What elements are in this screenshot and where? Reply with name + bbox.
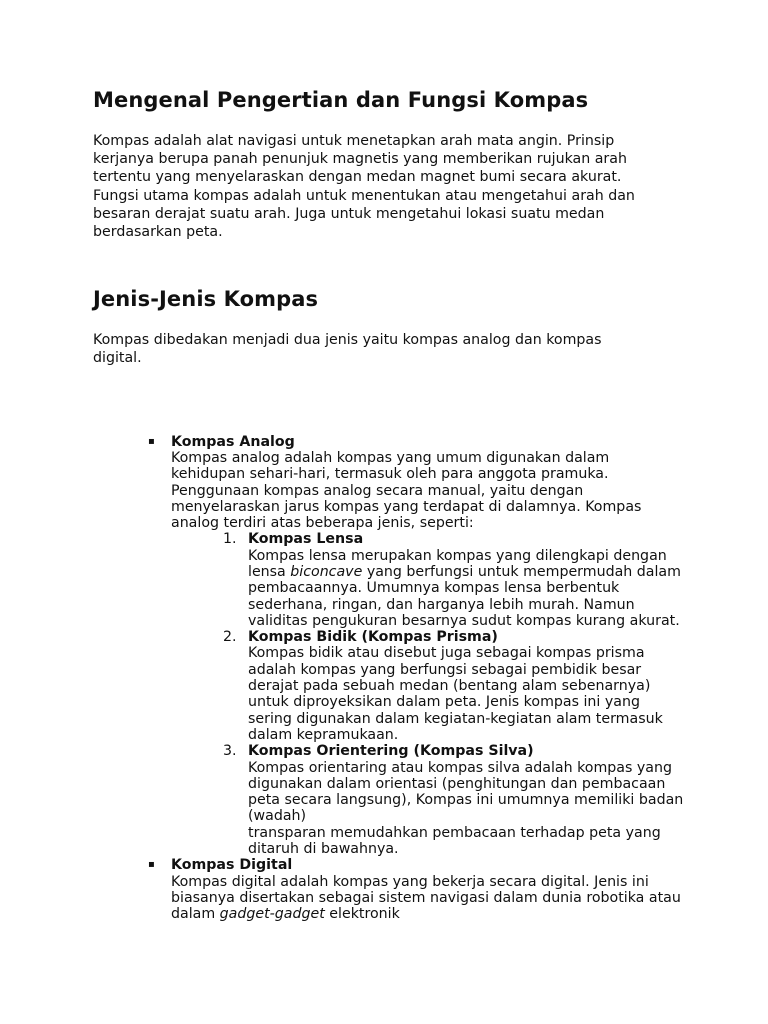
digital-text-b: elektronik — [324, 906, 400, 923]
orientering-title: Kompas Orientering (Kompas Silva) — [248, 743, 534, 760]
analog-subtype-list — [171, 531, 683, 857]
digital-text-a: Kompas digital adalah kompas yang bekerja secara digital. Jenis ini biasanya disertakan sebagai sistem navigasi dalam dunia robotika atau dalam — [171, 873, 681, 923]
bidik-text: Kompas bidik atau disebut juga sebagai kompas prisma adalah kompas yang berfungsi sebagai pembidik besar derajat pada sebuah medan (bentang alam sebenarnya) untuk diproyeksikan dalam peta. Jenis kompas ini yang sering digunakan dalam kegiatan-kegiatan alam termasuk dalam kepramukaan. — [248, 645, 663, 743]
list-number: 1. — [223, 531, 237, 548]
list-item-orientering — [171, 743, 684, 858]
section-heading: Jenis-Jenis Kompas — [93, 287, 319, 312]
list-item-lensa — [171, 531, 681, 629]
analog-text: Kompas analog adalah kompas yang umum digunakan dalam kehidupan sehari-hari, termasuk oleh para anggota pramuka. Penggunaan kompas analog secara manual, yaitu dengan menyelaraskan jarus kompas yang terdapat di dalamnya. Kompas analog terdiri atas beberapa jenis, seperti: — [171, 449, 642, 532]
section-intro-paragraph: Kompas dibedakan menjadi dua jenis yaitu kompas analog dan kompas digital. — [93, 332, 602, 367]
list-number: 2. — [223, 629, 237, 646]
document-page — [93, 86, 683, 923]
list-item-analog — [93, 434, 683, 858]
orientering-text-2: transparan memudahkan pembacaan terhadap peta yang ditaruh di bawahnya. — [248, 824, 661, 858]
main-heading: Mengenal Pengertian dan Fungsi Kompas — [93, 88, 589, 112]
lensa-title: Kompas Lensa — [248, 531, 364, 548]
orientering-text-1: Kompas orientaring atau kompas silva adalah kompas yang digunakan dalam orientasi (penghitungan dan pembacaan peta secara langsung), Kompas ini umumnya memiliki badan (wadah) — [248, 759, 684, 825]
list-item-digital — [93, 857, 683, 922]
lensa-text-a: Kompas lensa merupakan kompas yang dilengkapi dengan lensa — [248, 547, 667, 580]
digital-title: Kompas Digital — [171, 857, 293, 874]
lensa-text-b: yang berfungsi untuk mempermudah dalam pembacaannya. Umumnya kompas lensa berbentuk sederhana, ringan, dan harganya lebih murah. Namun validitas pengukuran besarnya sudut kompas kurang akurat. — [248, 564, 681, 629]
lensa-text — [248, 548, 688, 629]
digital-text — [171, 874, 681, 923]
list-item-bidik — [171, 629, 678, 743]
square-bullet-icon: ▪ — [148, 859, 155, 871]
analog-title: Kompas Analog — [171, 433, 295, 450]
square-bullet-icon: ▪ — [148, 435, 155, 447]
compass-type-list — [93, 434, 683, 923]
digital-text-italic: gadget-gadget — [219, 906, 325, 923]
intro-paragraph: Kompas adalah alat navigasi untuk menetapkan arah mata angin. Prinsip kerjanya berupa panah penunjuk magnetis yang memberikan rujukan arah tertentu yang menyelaraskan dengan medan magnet bumi secara akurat. Fungsi utama kompas adalah untuk menentukan atau mengetahui arah dan besaran derajat suatu arah. Juga untuk mengetahui lokasi suatu medan berdasarkan peta. — [93, 133, 635, 241]
bidik-title: Kompas Bidik (Kompas Prisma) — [248, 629, 498, 646]
lensa-text-italic: biconcave — [290, 564, 363, 580]
list-number: 3. — [223, 743, 237, 760]
